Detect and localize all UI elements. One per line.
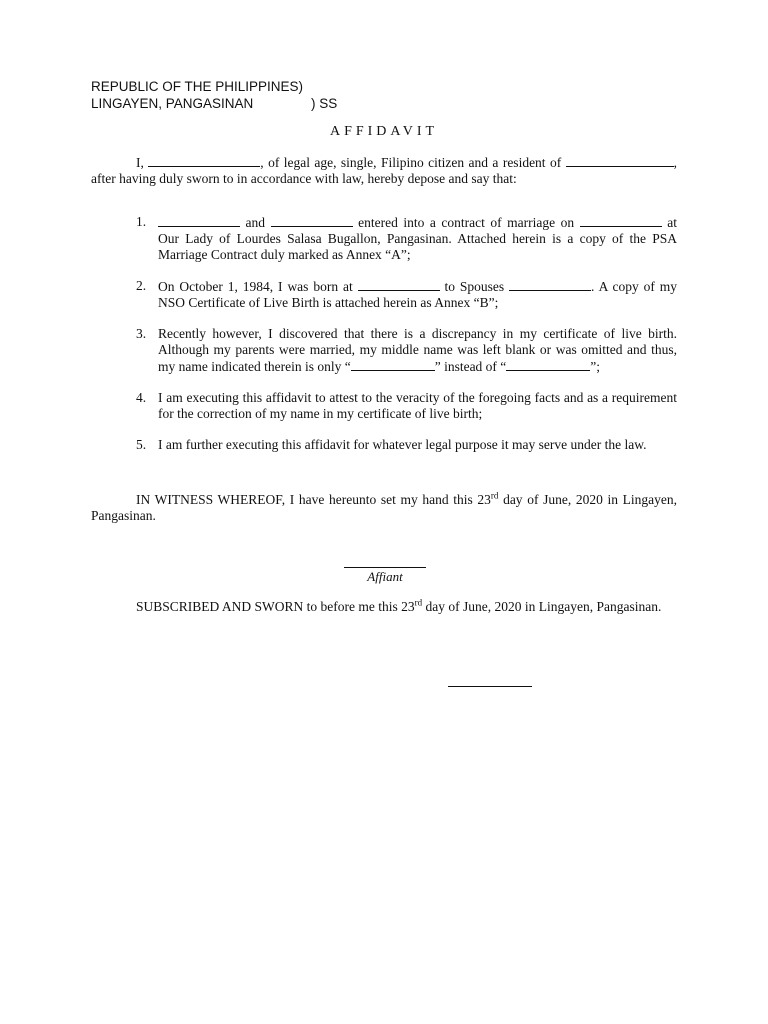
- caption-line-2-left: LINGAYEN, PANGASINAN: [91, 96, 254, 111]
- item-number: 3.: [136, 326, 147, 341]
- intro-text-1: I,: [136, 155, 149, 170]
- spouse-2-blank: [271, 214, 353, 227]
- item-text: I am further executing this affidavit for whatever legal purpose it may serve under the law.: [158, 437, 647, 452]
- spouse-1-blank: [158, 214, 240, 227]
- correct-name-blank: [506, 358, 590, 371]
- item-text: and: [245, 215, 266, 230]
- witness-ordinal: rd: [490, 490, 499, 501]
- residence-blank: [566, 154, 674, 167]
- item-text: On October 1, 1984, I was born at: [158, 279, 358, 294]
- list-item: [91, 278, 677, 311]
- item-number: 5.: [136, 437, 147, 452]
- jurat-text: SUBSCRIBED AND SWORN to before me this 23: [136, 599, 415, 614]
- item-text: entered into a contract of marriage on: [352, 215, 580, 230]
- marriage-date-blank: [580, 214, 662, 227]
- witness-paragraph: [91, 492, 677, 524]
- registered-name-blank: [351, 358, 435, 371]
- item-text: to Spouses: [439, 279, 510, 294]
- item-text: . A copy of my NSO Certificate of Live Birth is attached herein as Annex “B”;: [158, 279, 677, 310]
- name-blank: [148, 154, 260, 167]
- notary-signature-line: [448, 686, 532, 687]
- affiant-label: Affiant: [367, 569, 403, 584]
- item-text: ” instead of “: [434, 359, 507, 374]
- jurat-text-end: day of June, 2020 in Lingayen, Pangasinan.: [422, 599, 662, 614]
- item-number: 1.: [136, 214, 147, 229]
- witness-text: IN WITNESS WHEREOF, I have hereunto set my hand this 23: [136, 492, 491, 507]
- item-number: 4.: [136, 390, 147, 405]
- item-text: Recently however, I discovered that there is a discrepancy in my certificate of live birth. Although my parents were married, my middle name was left blank or was omitted and thus, my name indicated therein is only “: [158, 326, 677, 374]
- item-text: I am executing this affidavit to attest to the veracity of the foregoing facts and as a requirement for the correction of my name in my certificate of live birth;: [158, 390, 677, 421]
- list-item: [91, 326, 677, 375]
- list-item: [91, 214, 677, 263]
- document-title: AFFIDAVIT: [329, 124, 439, 139]
- list-item: [91, 437, 677, 453]
- item-text: ”;: [590, 359, 601, 374]
- jurat-ordinal: rd: [414, 597, 423, 608]
- item-number: 2.: [136, 278, 147, 293]
- numbered-statements: [91, 214, 677, 468]
- caption-line-2-right: ) SS: [311, 96, 338, 111]
- birthplace-blank: [358, 278, 440, 291]
- intro-text-2: , of legal age, single, Filipino citizen and a resident of: [260, 155, 566, 170]
- item-text: at Our Lady of Lourdes Salasa Bugallon, Pangasinan. Attached herein is a copy of the PSA Marriage Contract duly marked as Annex “A”;: [158, 215, 677, 262]
- affiant-signature-line: [344, 567, 426, 568]
- list-item: [91, 390, 677, 422]
- venue-caption: [91, 78, 337, 112]
- caption-line-1: REPUBLIC OF THE PHILIPPINES): [91, 79, 304, 94]
- witness-text-end: day of June, 2020 in Lingayen, Pangasinan.: [91, 492, 677, 523]
- intro-paragraph: [91, 154, 677, 187]
- intro-text-3: , after having duly sworn to in accordance with law, hereby depose and say that:: [91, 155, 678, 186]
- jurat-paragraph: [91, 599, 677, 615]
- parents-blank: [509, 278, 591, 291]
